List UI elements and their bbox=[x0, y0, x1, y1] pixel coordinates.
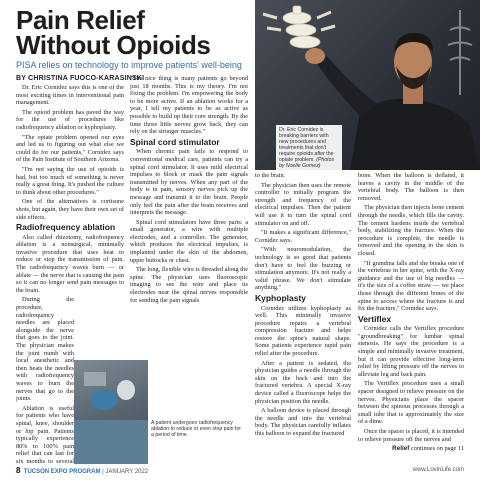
byline: BY CHRISTINA FUOCO-KARASINSKI bbox=[16, 75, 145, 82]
col1-p1: Dr. Eric Cornidez says this is one of the most exciting times in interventional pain management. bbox=[16, 84, 124, 107]
top-caption-text: Dr. Eric Cornidez is breaking barriers with new procedures and treatments that don't require opioids after the opiate problem. bbox=[279, 127, 334, 163]
col2-p2: When chronic pain fails to respond to conventional medical care, patients can try a spinal cord stimulator. It uses mild electrical impulses to block or mask the pain signals transmitted by nerves. When any part of the body is in pain, sensory nerves pick up the message and transmit it to the brain. People only feel the pain after the brain receives and interprets the message. bbox=[130, 148, 248, 217]
heading-radiofrequency-ablation: Radiofrequency ablation bbox=[16, 222, 116, 233]
heading-vertiflex: Vertiflex bbox=[358, 313, 392, 324]
col1-p7: During the procedure, radiofrequency needles are placed alongside the nerve that goes to the joint. The physician makes the joint numb with local anesthetic and then heats the needles with radiofrequency waves to burn the nerves that go to the joints. bbox=[16, 296, 74, 403]
col3-p7: A balloon device is placed through the needle and into the vertebral body. The physician carefully inflates this balloon to expand the fractured bbox=[255, 407, 351, 437]
col1-p5: One of the alternatives is cortisone shots, but again, they have their own set of side effects. bbox=[16, 198, 124, 221]
publication-name: TUCSON EXPO PROGRAM bbox=[23, 469, 101, 475]
col3-p6: After a patient is sedated, the physician guides a needle through the skin on the back and into the fractured vertebra. A special X-ray device called a fluoroscope helps the physician position the needle. bbox=[255, 359, 351, 405]
continues-rest: continues on page 11 bbox=[409, 445, 464, 453]
col4-p1: bone. When the balloon is deflated, it leaves a cavity in the middle of the vertebral body. The balloon is then removed. bbox=[358, 172, 464, 202]
col4-p6: Once the spacer is placed, it is intended to relieve pressure off the nerves and bbox=[358, 428, 464, 443]
issue-date: JANUARY 2022 bbox=[105, 469, 149, 475]
continues-bold: Relief bbox=[392, 445, 410, 453]
page-footer bbox=[16, 466, 464, 476]
title-line-2: Without Opioids bbox=[16, 30, 211, 60]
col3-p5: Cornidez utilizes kyphoplasty as well. This minimally invasive procedure repairs a vertebral compression fracture and helps restore the spine's natural shape. Some patients experience rapid pain relief after the procedure. bbox=[255, 304, 351, 358]
col2-p4: The long, flexible wire is threaded along the spine. The physician uses fluoroscopic imaging to see the wire and place its electrodes near the spinal nerves responsible for sending the pain signals bbox=[130, 266, 248, 304]
col4-p4: Cornidez calls the Vertiflex procedure "groundbreaking" for lumbar spinal stenosis. He says the procedure is a simple and minimally invasive treatment, but it can provide effective long-term relief by lifting pressure off the nerves to alleviate leg and back pain. bbox=[358, 325, 464, 378]
column-2 bbox=[130, 75, 248, 357]
column-4 bbox=[358, 172, 464, 466]
continues-note[interactable] bbox=[358, 445, 464, 453]
col4-p2: The physician then injects bone cement through the needle, which fills the cavity. The cement hardens inside the vertebral body, stabilizing the fracture. When the procedure is complete, the needle is removed and the opening in the skin is closed. bbox=[358, 204, 464, 257]
col3-p4: "With neuromodulation, the technology is so good that patients don't have to feel the buzzing or stimulation anymore. It's not really a valid phrase. We don't stimulate anything." bbox=[255, 246, 351, 292]
subtitle: PISA relies on technology to improve patients' well-being bbox=[16, 60, 242, 70]
col1-p4: "I'm not saying the use of opioids is bad, but too much of something is never really a great thing. It's pushed the culture to think about other procedures." bbox=[16, 165, 124, 196]
footer-separator: | bbox=[102, 469, 104, 475]
col3-p3: "It makes a significant difference," Cornidez says. bbox=[255, 229, 351, 244]
heading-spinal-cord-stimulator: Spinal cord stimulator bbox=[130, 136, 220, 147]
col4-p3: "If grandma falls and she breaks one of the vertebrae in her spine, with the X-ray guidance and the use of big needles — it's the size of a coffee straw — we place those through the different bones of the spine to access where the fracture is and fix the fracture," Cornidez says. bbox=[358, 259, 464, 313]
col2-p3: Spinal cord stimulators have three parts: a small generator, a wire with multiple electrodes, and a controller. The generator, which produces the electrical impulses, is implanted under the skin of the abdomen, upper buttocks or chest. bbox=[130, 218, 248, 264]
col3-p1: to the brain. bbox=[255, 172, 286, 179]
bottom-photo-caption bbox=[148, 418, 244, 440]
spine-model-image bbox=[263, 6, 335, 48]
col1-p8: Ablation is useful for patients who have spinal, knee, shoulder or hip pain. Patients typically experience 80% to 100% pain relief that can last for six months to several bbox=[16, 404, 74, 465]
bottom-caption-text: A patient undergoes radiofrequency ablation to reduce or even stop pain for a period of time. bbox=[151, 420, 241, 438]
col1-p2: The opioid problem has paved the way for the use of procedures like radiofrequency ablation or kyphoplasty. bbox=[16, 108, 124, 131]
heading-kyphoplasty: Kyphoplasty bbox=[255, 292, 307, 303]
col1-p3: "The opiate problem opened our eyes and led us to figuring out what else we could do for our patients," Cornidez says of the Pain Institute of Southern Arizona. bbox=[16, 133, 124, 164]
top-photo-caption bbox=[276, 125, 342, 171]
column-3 bbox=[255, 172, 351, 466]
website-link[interactable]: www.LovinLife.com bbox=[412, 467, 464, 473]
title-line-1: Pain Relief bbox=[16, 5, 145, 35]
procedure-illustration bbox=[74, 360, 148, 464]
page-title bbox=[16, 5, 221, 60]
col2-p1: "The nice thing is many patients go beyond just 18 months. This is my theory. I'm not fixing the problem. I'm empowering the body to be more active. If an ablation works for a year, I tell my patients to be as active as possible to build up their core strength. By the time those little nerves grow back, they can rely on the stronger muscles." bbox=[130, 75, 248, 136]
col4-p5: The Vertiflex procedure uses a small spacer designed to relieve pressure on the nerves. Physicians place the spacer between the spinous processes through a small tube that is approximately the size of a dime. bbox=[358, 380, 464, 426]
col3-p2: The physician then uses the remote controller to initially program the strength and frequency of the electrical impulses. Then the patient will use it to turn the spinal cord stimulator on and off. bbox=[255, 181, 351, 227]
page-number: 8 bbox=[16, 466, 21, 475]
procedure-photo bbox=[74, 360, 148, 464]
col1-p6: Also called rhizotomy, radiofrequency ablation is a nonsurgical, minimally invasive procedure that uses heat to reduce or stop the transmission of pain. The radiofrequency waves burn — or ablate — the nerve that is causing the pain so it can no longer send pain messages to the brain. bbox=[16, 233, 124, 294]
photo-credit: (Photos by Noelle Gomez) bbox=[279, 157, 335, 169]
